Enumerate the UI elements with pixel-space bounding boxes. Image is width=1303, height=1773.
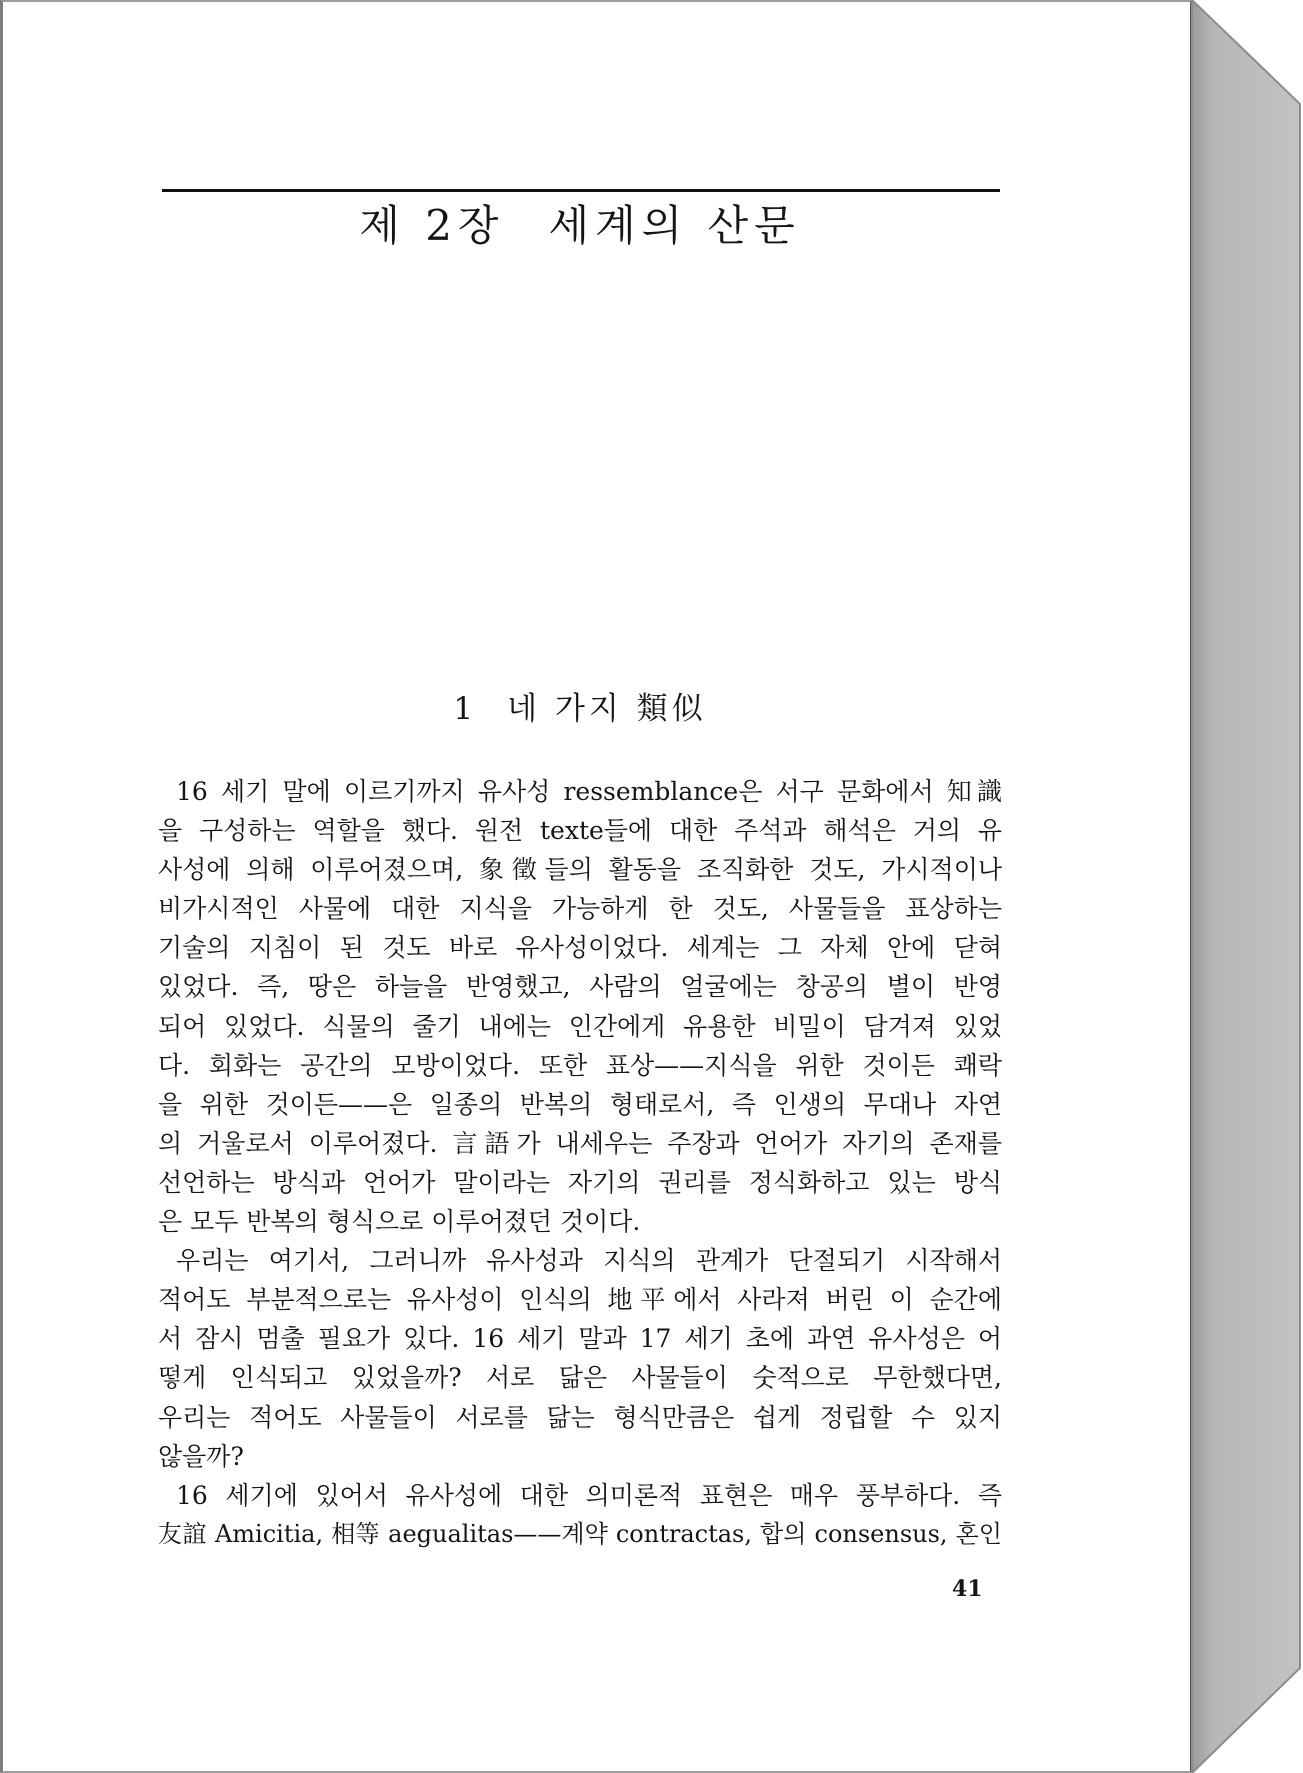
paragraph xyxy=(158,1476,1002,1554)
body-line: 있었다. 즉, 땅은 하늘을 반영했고, 사람의 얼굴에는 창공의 별이 반영 xyxy=(158,972,1002,1002)
body-line: 적어도 부분적으로는 유사성이 인식의 地平에서 사라져 버린 이 순간에 xyxy=(158,1285,1002,1315)
section-number: 1 xyxy=(453,691,478,727)
section-heading xyxy=(158,691,1002,727)
paragraph xyxy=(158,772,1002,1241)
body-line: 사성에 의해 이루어졌으며, 象徵들의 활동을 조직화한 것도, 가시적이나 xyxy=(158,855,1002,885)
body-line: 비가시적인 사물에 대한 지식을 가능하게 한 것도, 사물들을 표상하는 xyxy=(158,894,1002,924)
body-line: 을 위한 것이든——은 일종의 반복의 형태로서, 즉 인생의 무대나 자연 xyxy=(158,1089,1002,1119)
chapter-label: 제 2장 xyxy=(359,201,505,250)
body-text xyxy=(158,772,1002,1554)
section-title: 네 가지 類似 xyxy=(507,691,707,727)
body-line: 다. 회화는 공간의 모방이었다. 또한 표상——지식을 위한 것이든 쾌락 xyxy=(158,1050,1002,1080)
body-line: 떻게 인식되고 있었을까? 서로 닮은 사물들이 숫적으로 무한했다면, xyxy=(158,1363,1002,1393)
body-line: 기술의 지침이 된 것도 바로 유사성이었다. 세계는 그 자체 안에 닫혀 xyxy=(158,933,1002,963)
body-line: 은 모두 반복의 형식으로 이루어졌던 것이다. xyxy=(158,1207,641,1237)
body-line: 선언하는 방식과 언어가 말이라는 자기의 권리를 정식화하고 있는 방식 xyxy=(158,1167,1002,1197)
body-line: 의 거울로서 이루어졌다. 言語가 내세우는 주장과 언어가 자기의 존재를 xyxy=(158,1128,1002,1158)
body-line: 을 구성하는 역할을 했다. 원전 texte들에 대한 주석과 해석은 거의 유 xyxy=(158,816,1002,846)
body-line: 않을까? xyxy=(158,1441,244,1471)
body-line: 우리는 여기서, 그러니까 유사성과 지식의 관계가 단절되기 시작해서 xyxy=(176,1246,1002,1276)
page-number: 41 xyxy=(952,1576,983,1602)
chapter-heading xyxy=(158,203,1002,249)
chapter-title: 세계의 산문 xyxy=(548,201,801,250)
paragraph xyxy=(158,1241,1002,1476)
body-line: 서 잠시 멈출 필요가 있다. 16 세기 말과 17 세기 초에 과연 유사성은 어 xyxy=(158,1324,1002,1354)
book-edge xyxy=(1190,0,1303,1773)
body-line: 友誼 Amicitia, 相等 aegualitas——계약 contractas, 합의 consensus, 혼인 xyxy=(158,1519,1002,1548)
body-line: 되어 있었다. 식물의 줄기 내에는 인간에게 유용한 비밀이 담겨져 있었 xyxy=(158,1011,1002,1041)
body-line: 우리는 적어도 사물들이 서로를 닮는 형식만큼은 쉽게 정립할 수 있지 xyxy=(158,1402,1002,1432)
body-line: 16 세기 말에 이르기까지 유사성 ressemblance은 서구 문화에서 知識 xyxy=(176,777,1002,806)
chapter-rule xyxy=(162,189,1000,192)
body-line: 16 세기에 있어서 유사성에 대한 의미론적 표현은 매우 풍부하다. 즉 xyxy=(176,1480,1002,1510)
